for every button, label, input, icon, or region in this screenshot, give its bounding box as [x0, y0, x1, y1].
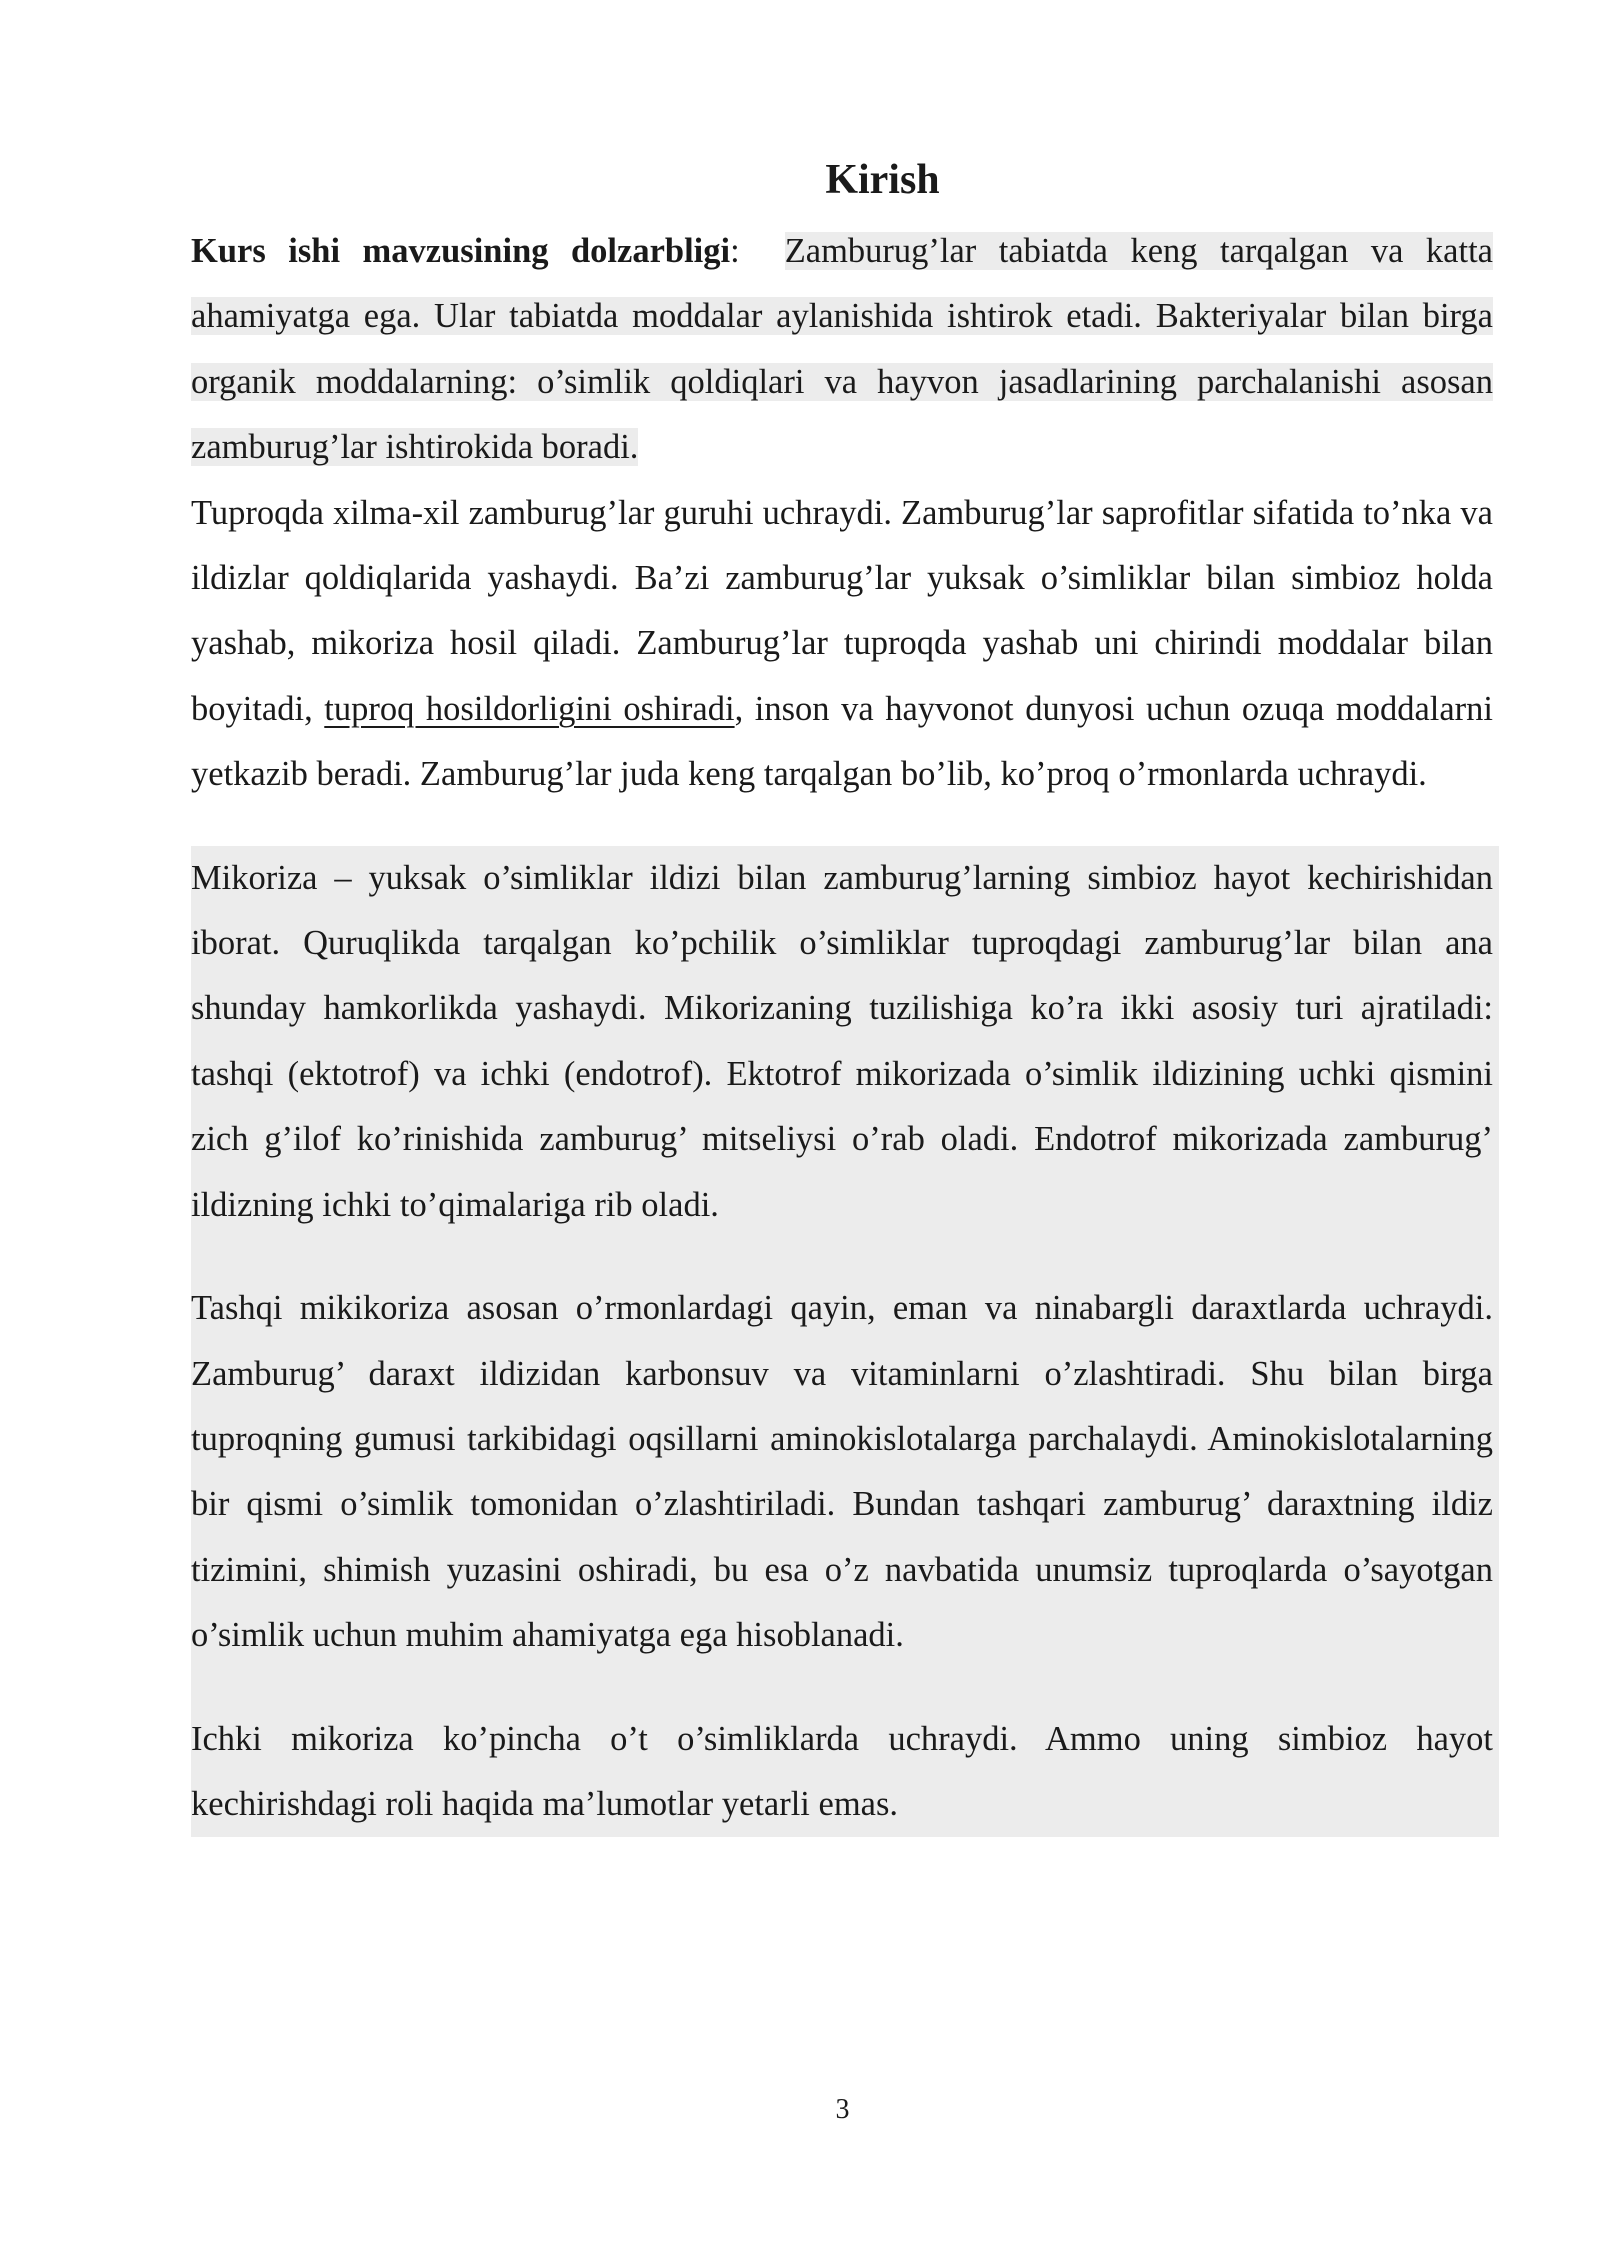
paragraph-gap [191, 1238, 1499, 1276]
relevance-label: Kurs ishi mavzusining dolzarbligi [191, 232, 731, 270]
paragraph-endo-mycorrhiza: Ichki mikoriza ko’pincha o’t o’simliklarda uchraydi. Ammo uning simbioz hayot kechirishdagi roli haqida ma’lumotlar yetarli emas. [191, 1707, 1499, 1838]
paragraph-soil-fungi [191, 481, 1493, 808]
paragraph-gap [191, 1669, 1499, 1707]
body-text [191, 219, 1493, 1837]
paragraph-gap [191, 808, 1493, 846]
soil-fertility-underlined: tuproq hosildorligini oshiradi [324, 689, 735, 728]
paragraph-relevance [191, 219, 1493, 481]
page-title: Kirish [825, 157, 940, 203]
soil-fungi-text-before: Tuproqda xilma-xil zamburug’lar guruhi uchraydi. Zamburug’lar saprofitlar sifatida to’nka va ildizlar qoldiqlarida yashaydi. Ba’zi zamburug’lar yuksak o’simliklar bilan simbioz holda yashab, mikoriza hosil qiladi. Zamburug’lar tuproqda yashab uni chirindi moddalar bilan boyitadi, [191, 493, 1493, 728]
page-number: 3 [835, 2094, 850, 2125]
relevance-text: Zamburug’lar tabiatda keng tarqalgan va katta ahamiyatga ega. Ular tabiatda moddalar aylanishida ishtirok etadi. Bakteriyalar bilan birga organik moddalarning: o’simlik qoldiqlari va hayvon jasadlarining parchalanishi asosan zamburug’lar ishtirokida boradi. [191, 232, 1493, 467]
paragraph-ecto-mycorrhiza: Tashqi mikikoriza asosan o’rmonlardagi qayin, eman va ninabargli daraxtlarda uchraydi. Zamburug’ daraxt ildizidan karbonsuv va vitaminlarni o’zlashtiradi. Shu bilan birga tuproqning gumusi tarkibidagi oqsillarni aminokislotalarga parchalaydi. Aminokislotalarning bir qismi o’simlik tomonidan o’zlashtiriladi. Bundan tashqari zamburug’ daraxtning ildiz tizimini, shimish yuzasini oshiradi, bu esa o’z navbatida unumsiz tuproqlarda o’sayotgan o’simlik uchun muhim ahamiyatga ega hisoblanadi. [191, 1276, 1499, 1668]
soil-fungi-text-after: , inson va hayvonot dunyosi uchun ozuqa moddalarni yetkazib beradi. Zamburug’lar juda keng tarqalgan bo’lib, ko’proq o’rmonlarda uchraydi. [191, 689, 1493, 794]
paragraph-mycorrhiza: Mikoriza – yuksak o’simliklar ildizi bilan zamburug’larning simbioz hayot kechirishidan iborat. Quruqlikda tarqalgan ko’pchilik o’simliklar tuproqdagi zamburug’lar bilan ana shunday hamkorlikda yashaydi. Mikorizaning tuzilishiga ko’ra ikki asosiy turi ajratiladi: tashqi (ektotrof) va ichki (endotrof). Ektotrof mikorizada o’simlik ildizining uchki qismini zich g’ilof ko’rinishida zamburug’ mitseliysi o’rab oladi. Endotrof mikorizada zamburug’ ildizning ichki to’qimalariga rib oladi. [191, 846, 1499, 1238]
relevance-label-suffix: : [730, 232, 740, 270]
